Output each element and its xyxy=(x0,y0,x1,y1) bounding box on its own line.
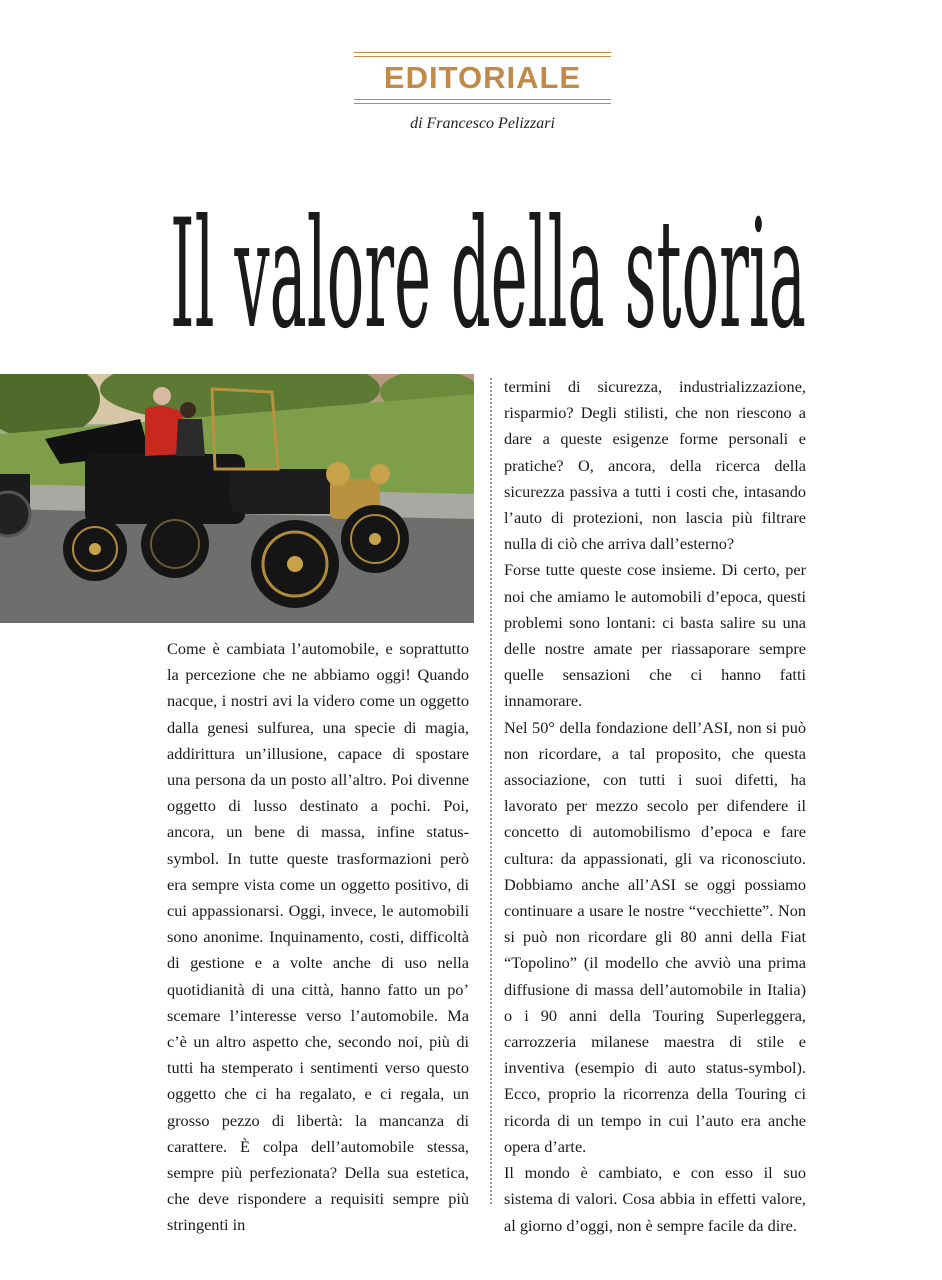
headline-text: Il valore della storia xyxy=(170,190,806,340)
vintage-car-photo xyxy=(0,374,474,623)
kicker-rule-bottom xyxy=(354,99,611,100)
body-paragraph: termini di sicurezza, industrializzazione, risparmio? Degli stilisti, che non riescono a dare a queste esigenze forme personali e pratiche? O, ancora, della ricerca della sicurezza passiva a tutti i costi che, intasando l’auto di protezioni, non lascia più filtrare nulla di ciò che arriva dall’esterno? xyxy=(504,377,806,554)
section-kicker xyxy=(354,52,611,107)
body-paragraph: Il mondo è cambiato, e con esso il suo sistema di valori. Cosa abbia in effetti valore, al giorno d’oggi, non è sempre facile da dire. xyxy=(504,1163,806,1235)
body-paragraph: Nel 50° della fondazione dell’ASI, non si può non ricordare, a tal proposito, che questa associazione, con tutti i suoi difetti, ha lavorato per mezzo secolo per difendere il concetto di automobilismo d’epoca e fare cultura: da appassionati, gli va riconosciuto. Dobbiamo anche all’ASI se oggi possiamo continuare a usare le nostre “vecchiette”. Non si può non ricordare gli 80 anni della Fiat “Topolino” (il modello che avviò una prima diffusione di massa dell’automobile in Italia) o i 90 anni della Touring Superleggera, carrozzeria milanese maestra di stile e inventiva (esempio di auto status-symbol). Ecco, proprio la ricorrenza della Touring ci ricorda di un tempo in cui l’auto era anche opera d’arte. xyxy=(504,717,806,1156)
body-column-right xyxy=(504,374,806,1239)
headline xyxy=(170,190,810,340)
kicker-rule-bottom-2 xyxy=(354,103,611,104)
wheel-rear xyxy=(63,517,127,581)
body-paragraph: Forse tutte queste cose insieme. Di certo, per noi che amiamo le automobili d’epoca, questi problemi sono lontani: ci basta salire su una delle nostre amate per riassaporare sempre quelle sensazioni che ci hanno fatti innamorare. xyxy=(504,560,806,711)
author-byline: di Francesco Pelizzari xyxy=(410,115,555,132)
body-paragraph: Come è cambiata l’automobile, e soprattutto la percezione che ne abbiamo oggi! Quando nacque, i nostri avi la videro come un oggetto dalla genesi sulfurea, una specie di magia, addirittura un’illusione, capace di spostare una persona da un posto all’altro. Poi divenne oggetto di lusso destinato a pochi. Poi, ancora, un bene di massa, infine status-symbol. In tutte queste trasformazioni però era sempre vista come un oggetto positivo, di cui appassionarsi. Oggi, invece, le automobili sono anonime. Inquinamento, costi, difficoltà di gestione e a volte anche di uso nella quotidianità di una città, hanno fatto un po’ scemare l’interesse verso l’automobile. Ma c’è un altro aspetto che, secondo noi, più di tutti ha stemperato i sentimenti verso questo oggetto che ci ha regalato, e ci regala, un grosso pezzo di libertà: la mancanza di carattere. È colpa dell’automobile stessa, sempre più perfezionata? Della sua estetica, che deve rispondere a requisiti sempre più stringenti in xyxy=(167,639,469,1235)
column-divider xyxy=(490,378,492,1204)
kicker-rule-top xyxy=(354,52,611,53)
section-label: EDITORIALE xyxy=(383,60,582,95)
wheel-front-right xyxy=(341,505,409,573)
kicker-rule-top-2 xyxy=(354,56,611,57)
wheel-front-left xyxy=(251,520,339,608)
body-column-left xyxy=(167,636,469,1239)
